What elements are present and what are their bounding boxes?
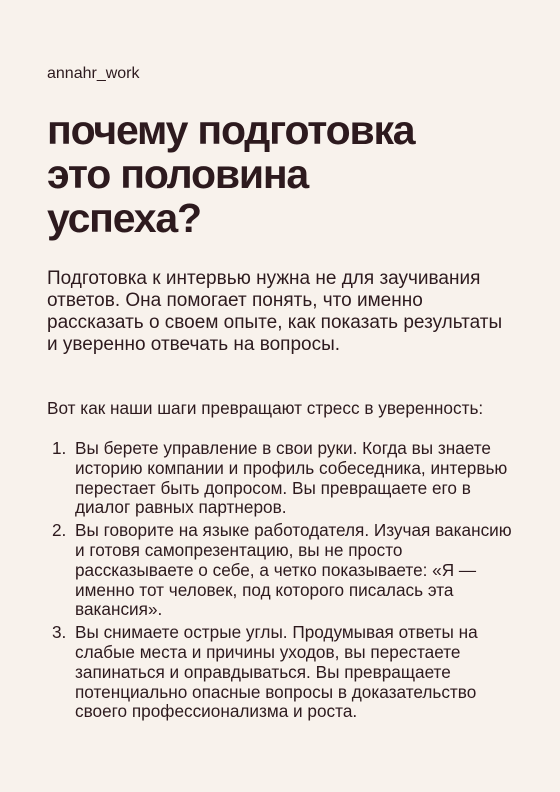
list-item-number: 1. <box>52 438 67 458</box>
list-item-number: 2. <box>52 520 67 541</box>
steps-list <box>47 439 517 725</box>
author-handle: annahr_work <box>47 65 140 82</box>
title-line-1: почему подготовка <box>47 107 415 153</box>
list-item-text: Вы говорите на языке работодателя. Изучая вакансию и готовя самопрезентацию, вы не просто рассказываете о себе, а четко показываете: «Я — именно тот человек, под которого писалась эта вакансия». <box>75 520 512 620</box>
list-item <box>47 521 517 620</box>
list-item-text: Вы берете управление в свои руки. Когда вы знаете историю компании и профиль собеседника, интервью перестает быть допросом. Вы превращаете его в диалог равных партнеров. <box>75 438 508 518</box>
intro-paragraph: Подготовка к интервью нужна не для заучивания ответов. Она помогает понять, что именно рассказать о своем опыте, как показать результаты и уверенно отвечать на вопросы. <box>47 268 503 355</box>
list-item <box>47 623 517 722</box>
list-item-number: 3. <box>52 622 67 643</box>
list-item <box>47 439 517 518</box>
page-title <box>47 108 517 240</box>
list-item-text: Вы снимаете острые углы. Продумывая ответы на слабые места и причины уходов, вы перестаете запинаться и оправдываться. Вы превращаете потенциально опасные вопросы в доказательство своего профессионализма и роста. <box>75 622 478 722</box>
title-line-2: это половина <box>47 151 308 197</box>
list-lead-text: Вот как наши шаги превращают стресс в уверенность: <box>47 398 484 418</box>
title-line-3: успеха? <box>47 195 201 241</box>
